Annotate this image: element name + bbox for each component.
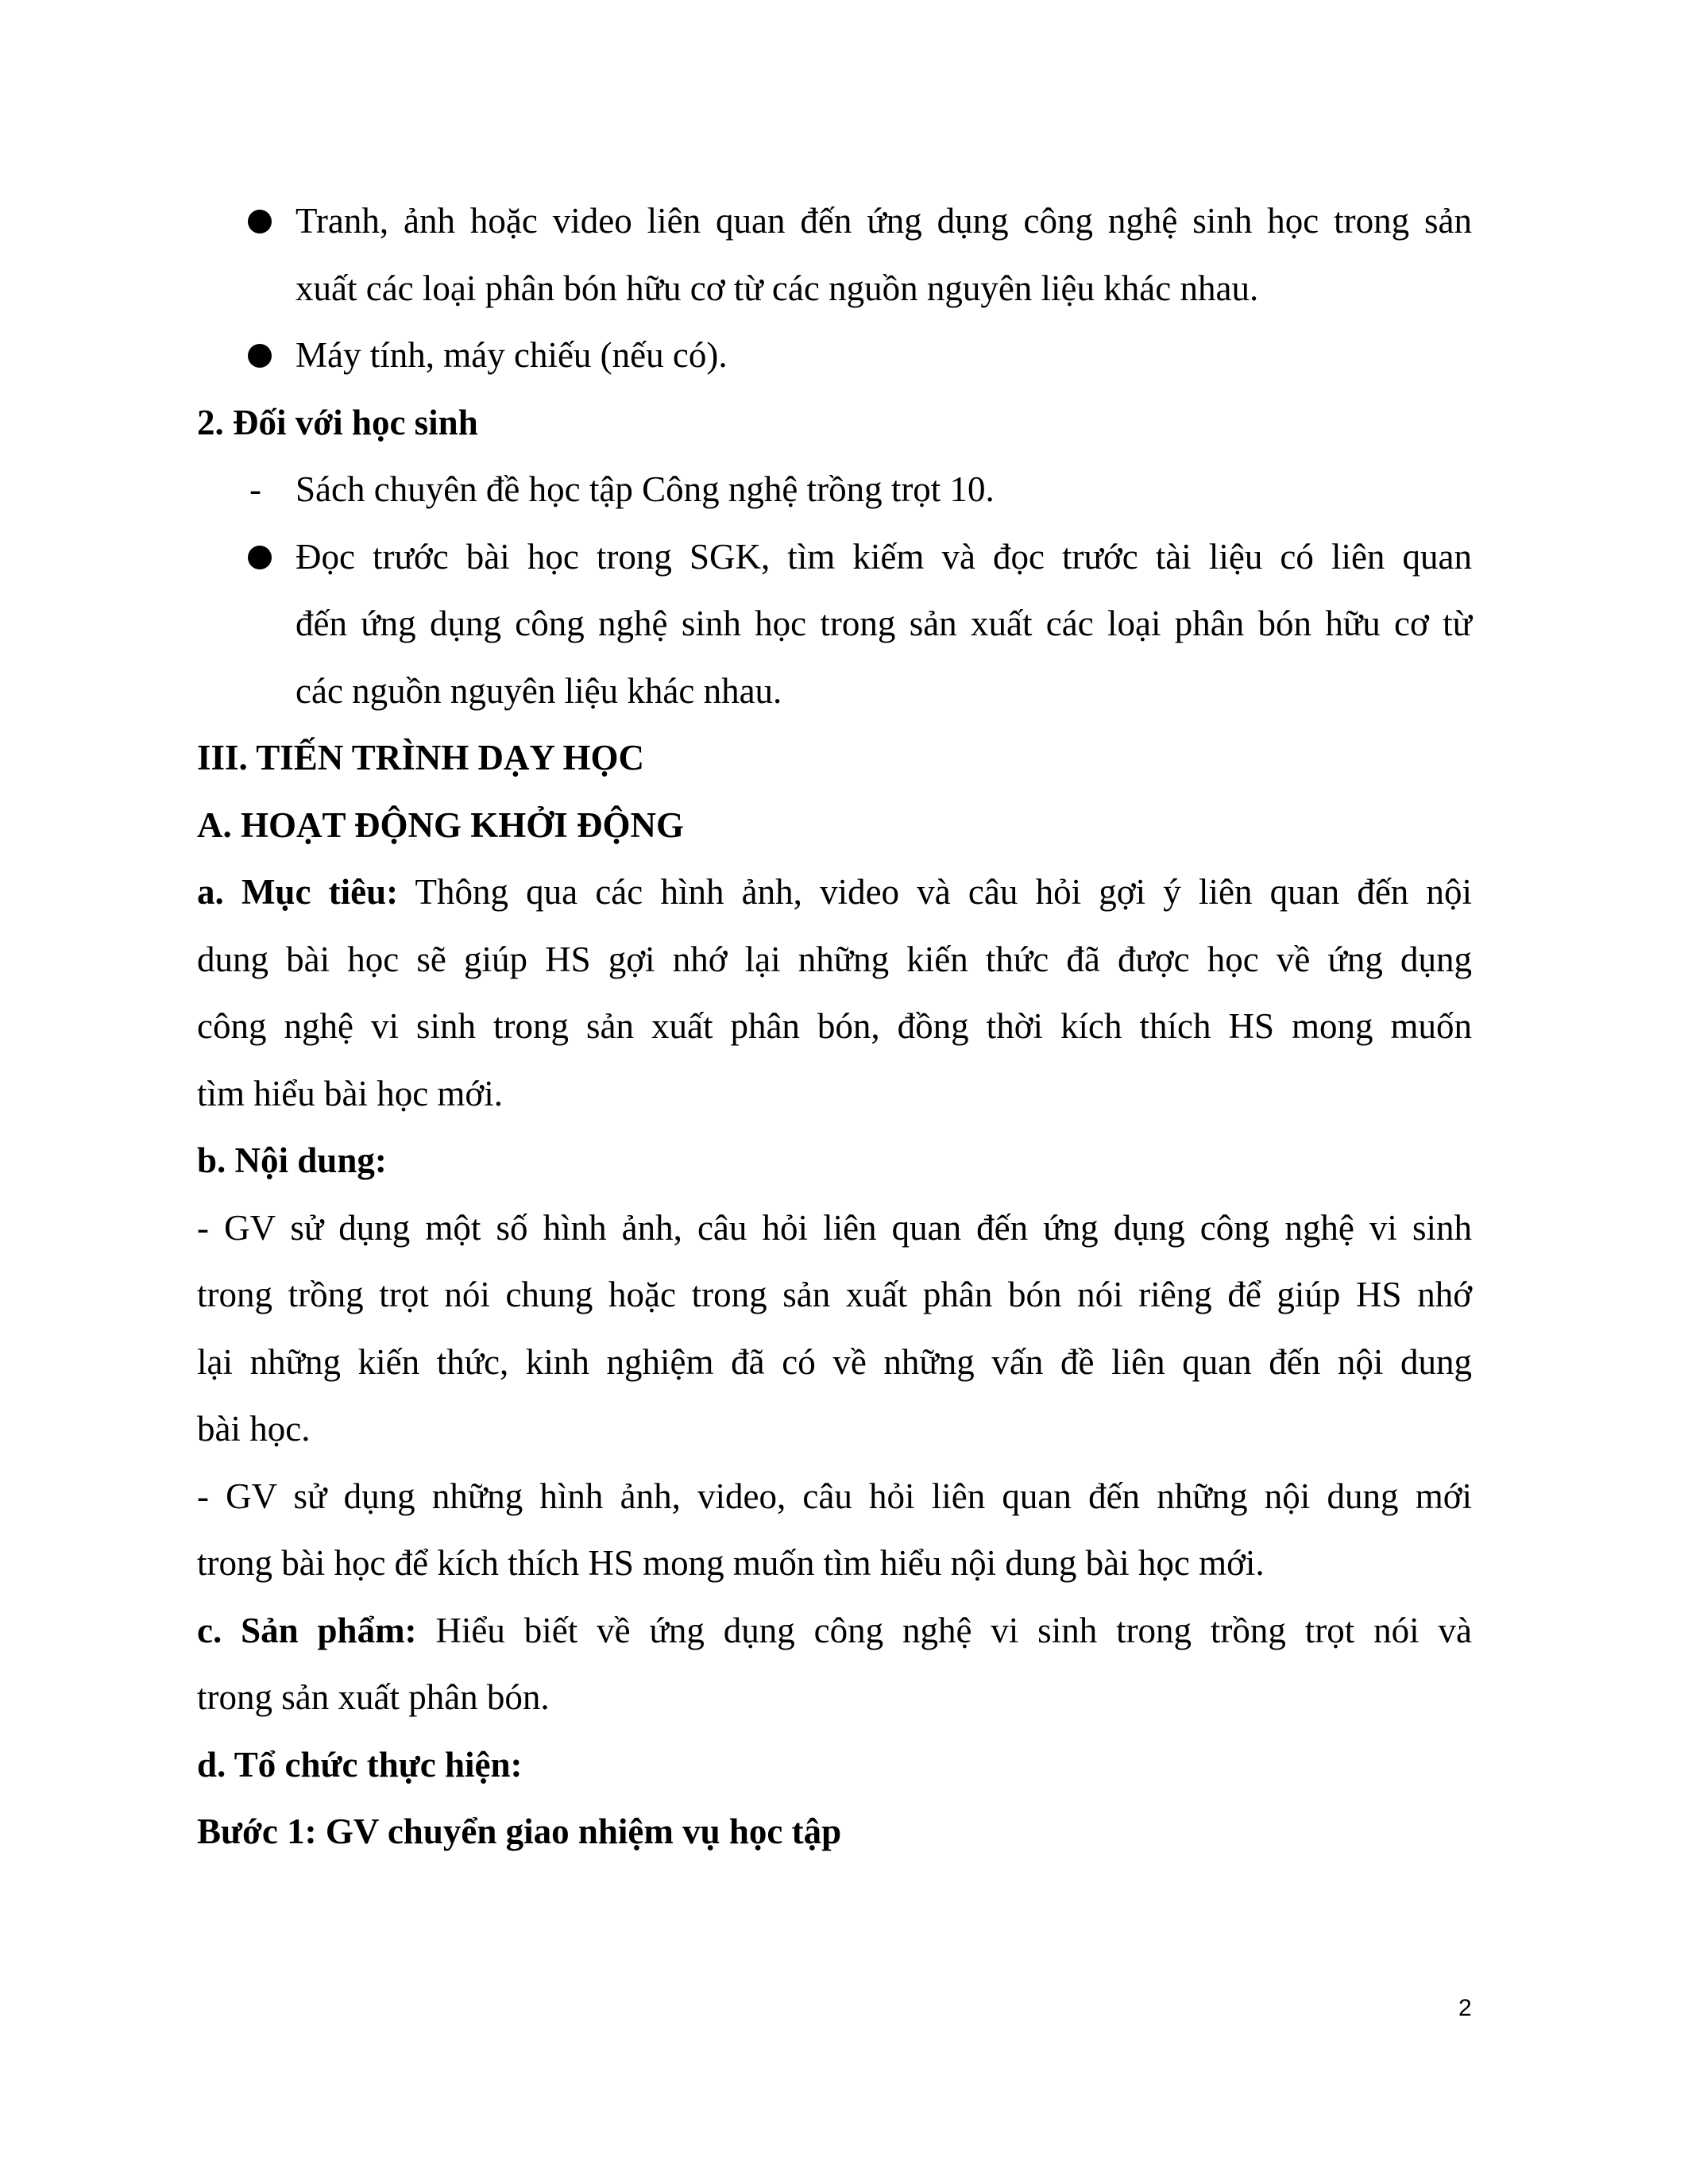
paragraph-line: [197, 1463, 1472, 1530]
line-text: đến ứng dụng công nghệ sinh học trong sản xuất các loại phân bón hữu cơ từ: [295, 604, 1472, 643]
line-text: Sách chuyên đề học tập Công nghệ trồng trọt 10.: [295, 469, 995, 509]
bullet-item-cont: [197, 590, 1472, 658]
paragraph-line: [197, 926, 1472, 994]
section-heading: [197, 792, 1472, 859]
line-text: các nguồn nguyên liệu khác nhau.: [295, 670, 782, 711]
paragraph-line: [197, 1597, 1472, 1665]
line-text: - GV sử dụng những hình ảnh, video, câu hỏi liên quan đến những nội dung mới: [197, 1476, 1472, 1516]
bullet-icon: [248, 344, 272, 368]
dash-marker: -: [249, 469, 261, 509]
paragraph-line: [197, 1664, 1472, 1731]
line-text: Máy tính, máy chiếu (nếu có).: [295, 335, 728, 375]
bullet-icon: [248, 210, 272, 233]
line-text: Tranh, ảnh hoặc video liên quan đến ứng dụng công nghệ sinh học trong sản: [295, 201, 1472, 241]
line-text: dung bài học sẽ giúp HS gợi nhớ lại những kiến thức đã được học về ứng dụng: [197, 939, 1472, 979]
label-text: c. Sản phẩm:: [197, 1610, 417, 1650]
line-text: lại những kiến thức, kinh nghiệm đã có về những vấn đề liên quan đến nội dung: [197, 1341, 1472, 1382]
heading-text: A. HOẠT ĐỘNG KHỞI ĐỘNG: [197, 805, 684, 845]
bullet-item-cont: [197, 255, 1472, 322]
line-text: trong trồng trọt nói chung hoặc trong sản xuất phân bón nói riêng để giúp HS nhớ: [197, 1275, 1472, 1314]
bullet-item: [197, 322, 1472, 389]
dash-item: [197, 456, 1472, 523]
line-text: - GV sử dụng một số hình ảnh, câu hỏi liên quan đến ứng dụng công nghệ vi sinh: [197, 1207, 1472, 1248]
line-text: Đọc trước bài học trong SGK, tìm kiếm và đọc trước tài liệu có liên quan: [295, 536, 1472, 577]
section-heading: [197, 389, 1472, 457]
paragraph-line: [197, 859, 1472, 926]
section-heading: [197, 1731, 1472, 1799]
line-text: trong sản xuất phân bón.: [197, 1677, 550, 1717]
heading-text: III. TIẾN TRÌNH DẠY HỌC: [197, 738, 645, 778]
section-heading: [197, 1798, 1472, 1866]
heading-text: Bước 1: GV chuyển giao nhiệm vụ học tập: [197, 1812, 842, 1851]
paragraph-line: [197, 1261, 1472, 1329]
line-text: Hiểu biết về ứng dụng công nghệ vi sinh trong trồng trọt nói và: [416, 1610, 1473, 1650]
bullet-item: [197, 187, 1472, 255]
page-number: 2: [1458, 1995, 1472, 2021]
heading-text: d. Tổ chức thực hiện:: [197, 1744, 523, 1785]
line-text: trong bài học để kích thích HS mong muốn tìm hiểu nội dung bài học mới.: [197, 1543, 1265, 1583]
paragraph-line: [197, 993, 1472, 1060]
paragraph-line: [197, 1194, 1472, 1262]
paragraph-line: [197, 1060, 1472, 1128]
label-text: a. Mục tiêu:: [197, 872, 399, 912]
line-text: xuất các loại phân bón hữu cơ từ các nguồn nguyên liệu khác nhau.: [295, 268, 1259, 308]
paragraph-line: [197, 1395, 1472, 1463]
paragraph-line: [197, 1329, 1472, 1396]
document-body: [197, 187, 1472, 1866]
heading-text: b. Nội dung:: [197, 1140, 387, 1180]
section-heading: [197, 1127, 1472, 1194]
line-text: bài học.: [197, 1409, 311, 1449]
bullet-item-cont: [197, 658, 1472, 725]
bullet-item: [197, 523, 1472, 591]
section-heading: [197, 724, 1472, 792]
paragraph-line: [197, 1530, 1472, 1597]
line-text: Thông qua các hình ảnh, video và câu hỏi gợi ý liên quan đến nội: [398, 872, 1472, 912]
line-text: công nghệ vi sinh trong sản xuất phân bón, đồng thời kích thích HS mong muốn: [197, 1006, 1472, 1046]
heading-text: 2. Đối với học sinh: [197, 402, 478, 442]
bullet-icon: [248, 546, 272, 569]
line-text: tìm hiểu bài học mới.: [197, 1073, 503, 1113]
